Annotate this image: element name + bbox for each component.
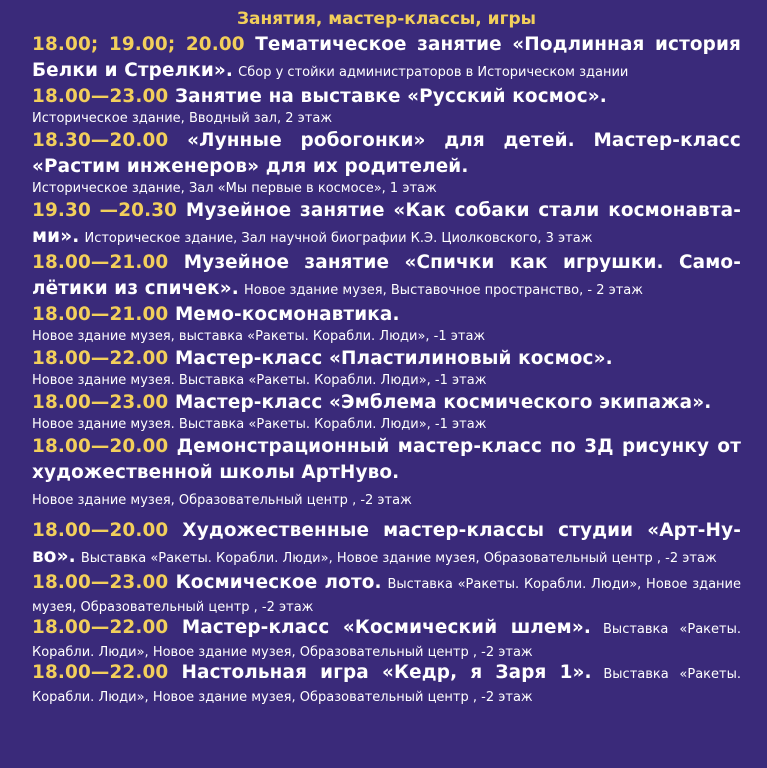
schedule-entry <box>32 128 741 198</box>
entry-time: 18.00—22.00 <box>32 617 169 638</box>
schedule-entry <box>32 84 741 128</box>
entry-time: 18.00—23.00 <box>32 572 169 593</box>
entry-location: Историческое здание, Вводный зал, 2 этаж <box>32 111 333 126</box>
entry-title: «Лунные робогонки» для детей. Мастер-класс «Растим инженеров» для их родителей. <box>32 130 741 177</box>
schedule-entry <box>32 434 741 510</box>
entry-title: Мастер-класс «Эмблема космического экипажа». <box>174 392 712 413</box>
entry-time: 18.00—21.00 <box>32 252 169 273</box>
entry-title: Мемо-космонавтика. <box>174 304 400 325</box>
entry-location: Выставка «Ракеты. Корабли. Люди», Новое здание музея, Образовательный центр , -2 этаж <box>32 577 742 615</box>
entry-title: Тематическое занятие «Подлинная история Белки и Стрелки». <box>32 34 741 81</box>
schedule-entry <box>32 390 741 434</box>
entry-location: Историческое здание, Зал «Мы первые в космосе», 1 этаж <box>32 181 437 196</box>
entry-time: 18.00—21.00 <box>32 304 169 325</box>
schedule-entry <box>32 346 741 390</box>
entry-title: Художественные мастер-классы студии «Арт-Ну-во». <box>32 520 742 567</box>
entry-time: 18.00—22.00 <box>32 662 169 683</box>
entry-location: Новое здание музея. Выставка «Ракеты. Корабли. Люди», -1 этаж <box>32 417 487 432</box>
entry-location: Новое здание музея, Образовательный центр , -2 этаж <box>32 493 412 508</box>
entry-time: 18.00—23.00 <box>32 392 169 413</box>
schedule-entry <box>32 32 741 84</box>
entry-location: Выставка «Ракеты. Корабли. Люди», Новое здание музея, Образовательный центр , -2 этаж <box>32 667 741 705</box>
entry-location: Выставка «Ракеты. Корабли. Люди», Новое здание музея, Образовательный центр , -2 этаж <box>80 551 717 566</box>
schedule-entry <box>32 615 741 660</box>
entry-location: Выставка «Ракеты. Корабли. Люди», Новое здание музея, Образовательный центр , -2 этаж <box>32 622 741 660</box>
schedule-entry <box>32 660 741 705</box>
entry-title: Демонстрационный мастер-класс по 3Д рисунку от художественной школы АртНуво. <box>32 436 741 483</box>
entry-title: Музейное занятие «Как собаки стали космонавта-ми». <box>32 200 741 247</box>
entry-location: Новое здание музея. Выставка «Ракеты. Корабли. Люди», -1 этаж <box>32 373 487 388</box>
entry-title: Мастер-класс «Космический шлем». <box>181 617 591 638</box>
entry-title: Занятие на выставке «Русский космос». <box>174 86 607 107</box>
schedule-entry <box>32 198 741 250</box>
entry-time: 18.00—23.00 <box>32 86 169 107</box>
entry-location: Новое здание музея, выставка «Ракеты. Корабли. Люди», -1 этаж <box>32 329 486 344</box>
entry-time: 18.00; 19.00; 20.00 <box>32 34 245 55</box>
schedule-entry <box>32 518 741 570</box>
entry-time: 18.30—20.00 <box>32 130 169 151</box>
entry-time: 18.00—22.00 <box>32 348 169 369</box>
entry-location: Новое здание музея, Выставочное пространство, - 2 этаж <box>243 283 643 298</box>
schedule-entry <box>32 302 741 346</box>
entry-location: Сбор у стойки администраторов в Историческом здании <box>238 65 629 80</box>
entry-time: 18.00—20.00 <box>32 436 169 457</box>
entry-time: 18.00—20.00 <box>32 520 169 541</box>
entry-time: 19.30 —20.30 <box>32 200 178 221</box>
entry-title: Мастер-класс «Пластилиновый космос». <box>174 348 613 369</box>
schedule-entry <box>32 250 741 302</box>
entry-title: Космическое лото. <box>175 572 382 593</box>
section-heading: Занятия, мастер-классы, игры <box>236 9 537 29</box>
entry-location: Историческое здание, Зал научной биографии К.Э. Циолковского, 3 этаж <box>84 231 593 246</box>
entry-title: Музейное занятие «Спички как игрушки. Само-лётики из спичек». <box>32 252 741 299</box>
entry-title: Настольная игра «Кедр, я Заря 1». <box>181 662 592 683</box>
schedule-entry <box>32 570 741 615</box>
